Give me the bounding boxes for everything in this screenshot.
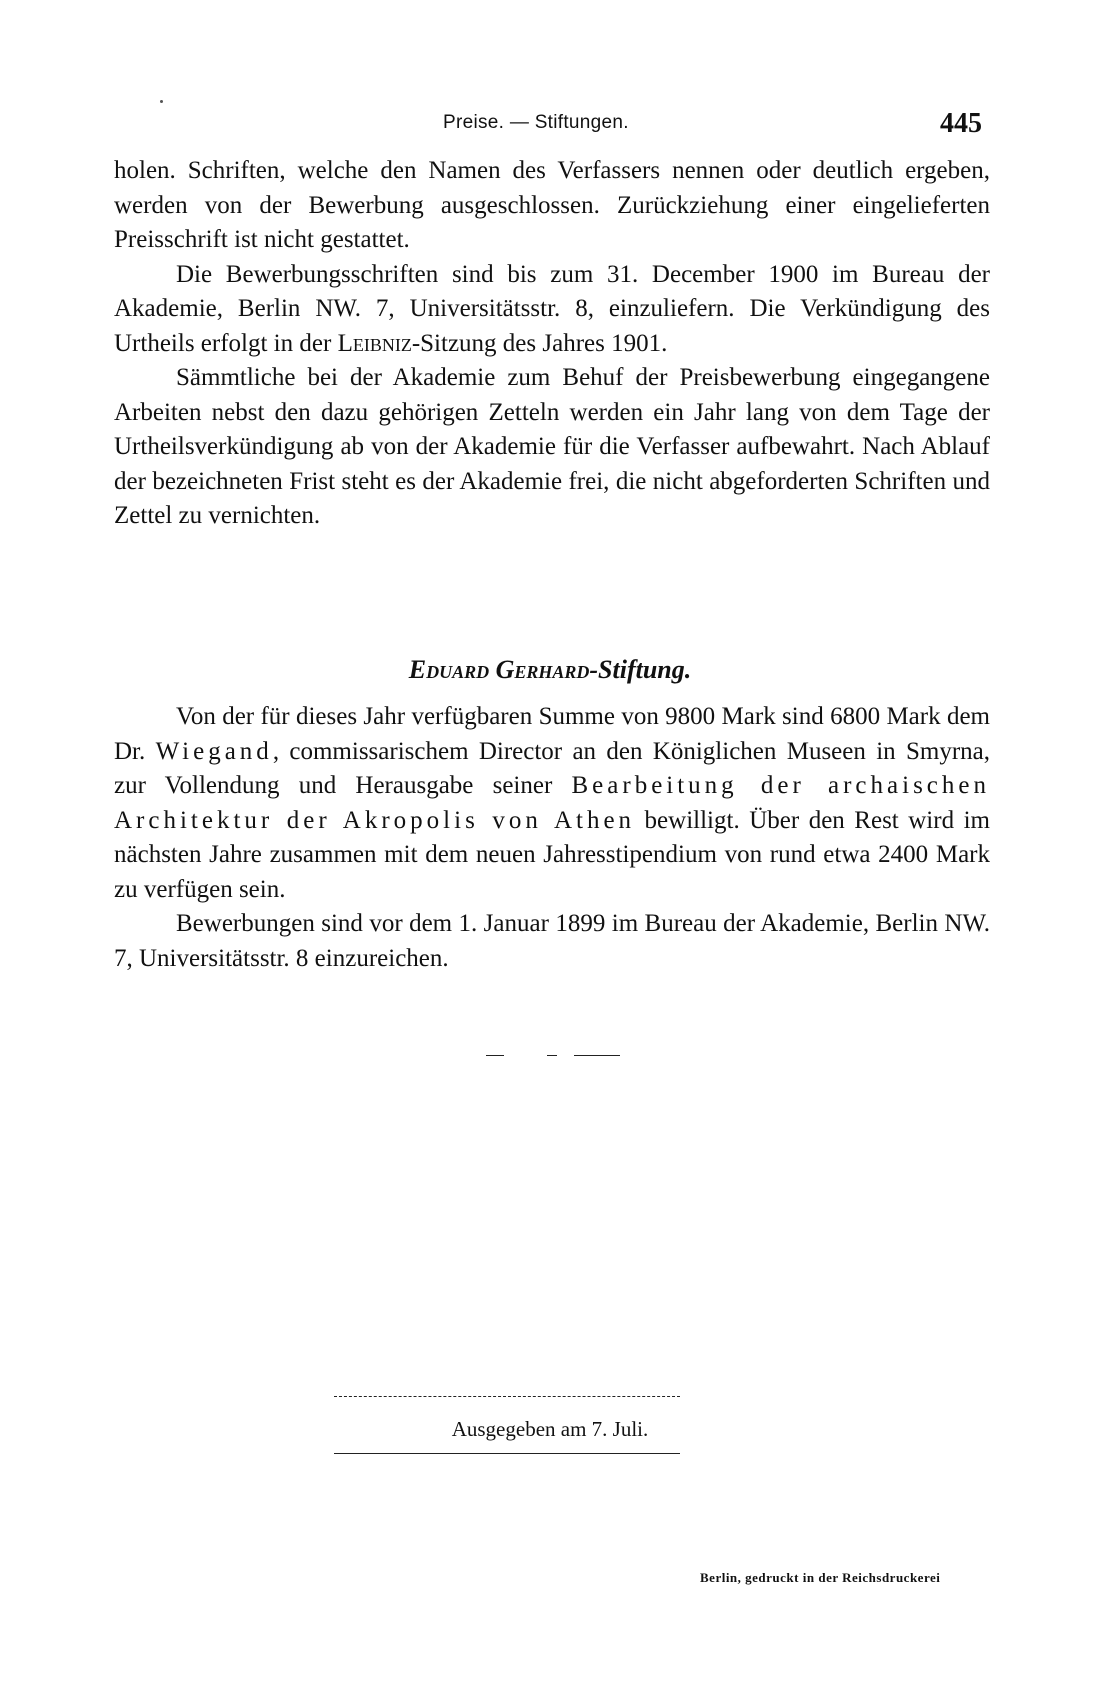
paragraph-grant: [114, 700, 990, 907]
end-rule-segment: [547, 1055, 557, 1056]
deadline-text-end: -Sitzung des Jahres 1901.: [411, 329, 668, 357]
grant-text-start: Von der für dieses Jahr verfügbaren Summe von 9800 Mark sind 6800 Mark dem Dr.: [114, 703, 990, 765]
prize-rules-section: [114, 154, 990, 534]
footer-rule-top: [334, 1396, 680, 1397]
heading-names: Eduard Gerhard: [408, 655, 590, 684]
paragraph-deadline: [114, 258, 990, 362]
printer-imprint: Berlin, gedruckt in der Reichsdruckerei: [700, 1570, 941, 1585]
deadline-text: Die Bewerbungsschriften sind bis zum 31. December 1900 im Bureau der Akademie, Berlin NW. 7, Universitätsstr. 8, einzuliefern. Die Verkündigung des Urtheils erfolgt in der: [114, 260, 990, 357]
running-head: [0, 108, 1100, 140]
grant-text-end: bewilligt. Über den Rest wird im nächsten Jahre zusammen mit dem neuen Jahresstipendium von rund etwa 2400 Mark zu verfügen sein.: [114, 806, 990, 903]
footer-rule-bottom: [334, 1453, 680, 1454]
paragraph-retention: Sämmtliche bei der Akademie zum Behuf der Preisbewerbung eingegangene Arbeiten nebst den dazu gehörigen Zetteln werden ein Jahr lang von dem Tage der Urtheilsverkündigung ab von der Akademie für die Verfasser aufbewahrt. Nach Ablauf der bezeichneten Frist steht es der Akademie frei, die nicht abgeforderten Schriften und Zettel zu vernichten.: [114, 364, 990, 529]
stray-ink-dot: [160, 100, 163, 103]
section-heading-gerhard: [0, 655, 1100, 685]
work-title-spaced: Bearbeitung der archaischen Architektur der Akropolis von Athen: [114, 772, 990, 834]
issued-date: Ausgegeben am 7. Juli.: [451, 1417, 649, 1441]
paragraph-submission-rules: holen. Schriften, welche den Namen des Verfassers nennen oder deutlich ergeben, werden von der Bewerbung ausgeschlossen. Zurückziehung einer eingelieferten Preisschrift ist nicht gestattet.: [114, 157, 990, 253]
paragraph-applications: Bewerbungen sind vor dem 1. Januar 1899 im Bureau der Akademie, Berlin NW. 7, Universitätsstr. 8 einzureichen.: [114, 910, 990, 972]
running-title: Preise. — Stiftungen.: [443, 112, 629, 133]
end-rule-segment: [574, 1055, 620, 1056]
page-number: 445: [940, 108, 982, 139]
grant-text-middle: , commissarischem Director an den Königlichen Museen in Smyrna, zur Vollendung und Herausgabe seiner: [114, 737, 990, 799]
leibniz-small-caps: Leibniz: [337, 329, 412, 357]
gerhard-foundation-section: [114, 700, 990, 976]
heading-suffix: -Stiftung.: [589, 655, 692, 684]
end-rule-segment: [486, 1055, 504, 1056]
recipient-name: Wiegand: [155, 737, 273, 765]
